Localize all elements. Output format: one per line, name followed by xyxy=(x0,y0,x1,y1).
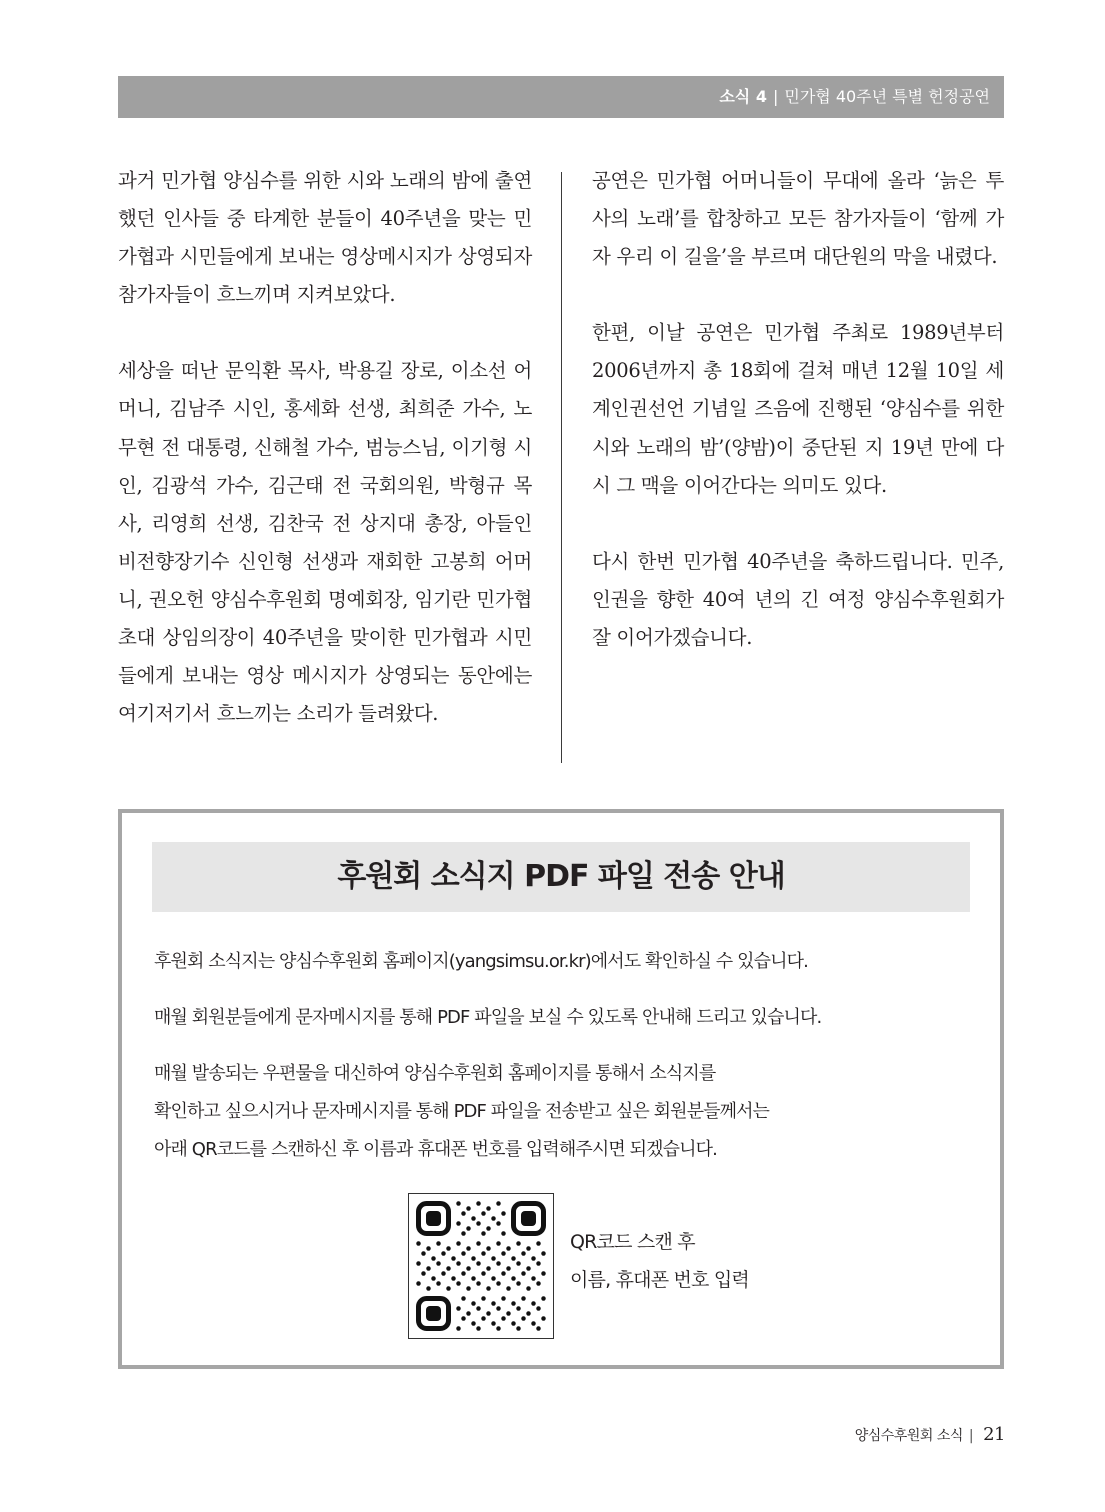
article-left-column xyxy=(118,162,532,771)
qr-caption-line: 이름, 휴대폰 번호 입력 xyxy=(570,1269,749,1291)
notice-paragraph: 후원회 소식지는 양심수후원회 홈페이지(yangsimsu.or.kr)에서도 확인하실 수 있습니다. xyxy=(154,951,808,972)
header-separator: | xyxy=(772,87,779,106)
column-divider xyxy=(561,172,562,763)
section-title: 민가협 40주년 특별 헌정공연 xyxy=(784,87,990,106)
page-footer xyxy=(855,1424,1005,1445)
article-paragraph: 세상을 떠난 문익환 목사, 박용길 장로, 이소선 어머니, 김남주 시인, 홍세화 선생, 최희준 가수, 노무현 전 대통령, 신해철 가수, 범능스님, 이기형 시인, 김광석 가수, 김근태 전 국회의원, 박형규 목사, 리영희 선생, 김찬국 전 상지대 총장, 아들인 비전향장기수 신인형 선생과 재회한 고봉희 어머니, 권오헌 양심수후원회 명예회장, 임기란 민가협 초대 상임의장이 40주년을 맞이한 민가협과 시민들에게 보내는 영상 메시지가 상영되는 동안에는 여기저기서 흐느끼는 소리가 들려왔다. xyxy=(118,359,532,726)
qr-caption xyxy=(570,1223,749,1299)
notice-line: 확인하고 싶으시거나 문자메시지를 통해 PDF 파일을 전송받고 싶은 회원분들께서는 xyxy=(154,1101,770,1122)
article-paragraph: 과거 민가협 양심수를 위한 시와 노래의 밤에 출연했던 인사들 중 타계한 분들이 40주년을 맞는 민가협과 시민들에게 보내는 영상메시지가 상영되자 참가자들이 흐느끼며 지켜보았다. xyxy=(118,169,532,307)
notice-paragraph: 매월 회원분들에게 문자메시지를 통해 PDF 파일을 보실 수 있도록 안내해 드리고 있습니다. xyxy=(154,1007,822,1028)
notice-title: 후원회 소식지 PDF 파일 전송 안내 xyxy=(152,842,970,912)
notice-line: 아래 QR코드를 스캔하신 후 이름과 휴대폰 번호를 입력해주시면 되겠습니다. xyxy=(154,1139,717,1160)
notice-line: 매월 발송되는 우편물을 대신하여 양심수후원회 홈페이지를 통해서 소식지를 xyxy=(154,1063,716,1084)
qr-code-icon xyxy=(416,1201,546,1331)
publication-name: 양심수후원회 소식 xyxy=(854,1428,963,1444)
qr-caption-line: QR코드 스캔 후 xyxy=(570,1231,695,1253)
article-paragraph: 한편, 이날 공연은 민가협 주최로 1989년부터 2006년까지 총 18회에 걸쳐 매년 12월 10일 세계인권선언 기념일 즈음에 진행된 ‘양심수를 위한 시와 노래의 밤’(양밤)이 중단된 지 19년 만에 다시 그 맥을 이어간다는 의미도 있다. xyxy=(592,321,1004,497)
page-number: 21 xyxy=(983,1424,1005,1445)
section-header xyxy=(719,76,990,118)
article-paragraph: 공연은 민가협 어머니들이 무대에 올라 ‘늙은 투사의 노래’를 합창하고 모든 참가자들이 ‘함께 가자 우리 이 길을’을 부르며 대단원의 막을 내렸다. xyxy=(592,169,1004,269)
notice-body xyxy=(154,943,974,1169)
section-label: 소식 4 xyxy=(719,87,767,106)
section-header-bar xyxy=(118,76,1004,118)
article-right-column xyxy=(592,162,1004,695)
article-paragraph: 다시 한번 민가협 40주년을 축하드립니다. 민주, 인권을 향한 40여 년의 긴 여정 양심수후원회가 잘 이어가겠습니다. xyxy=(592,549,1004,649)
pdf-notice-box xyxy=(118,809,1004,1369)
footer-separator: | xyxy=(968,1428,974,1444)
qr-code[interactable] xyxy=(408,1193,554,1339)
